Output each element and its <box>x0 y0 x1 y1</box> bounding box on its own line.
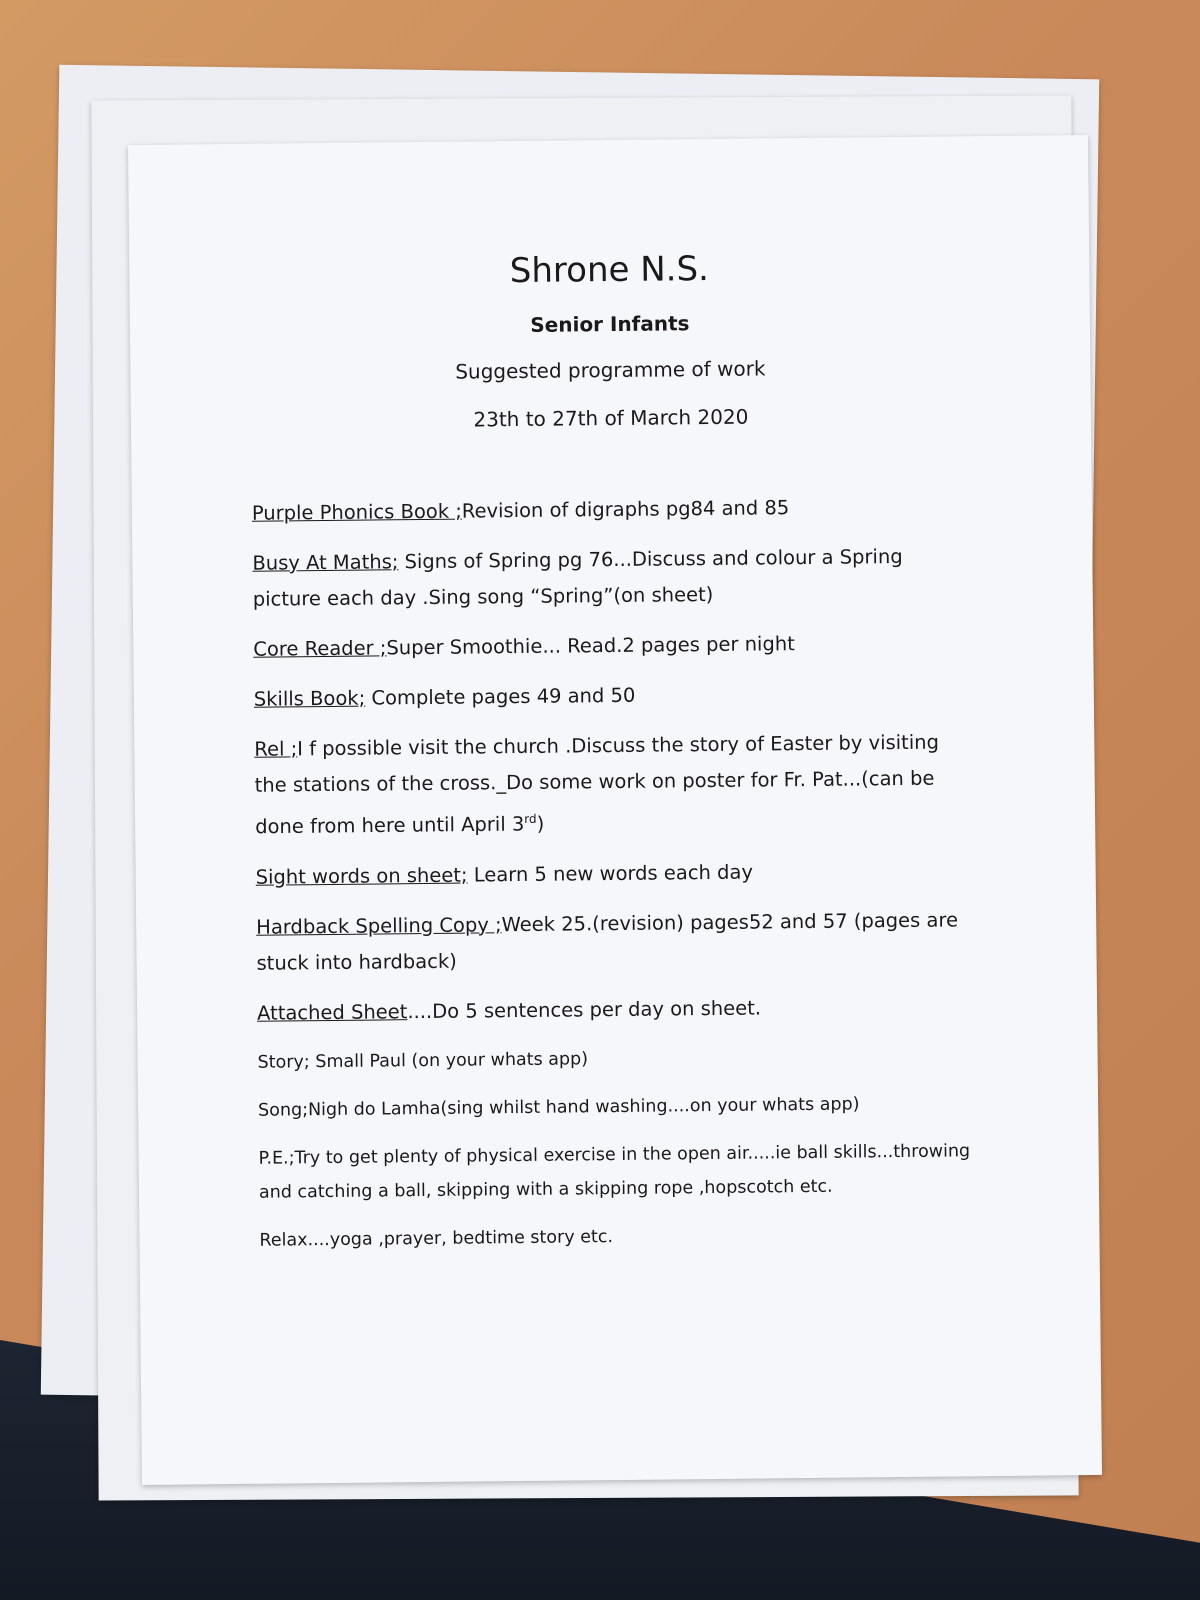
work-item-maths <box>252 538 973 618</box>
note-story: Story; Small Paul (on your whats app) <box>257 1048 589 1073</box>
work-item-label: Core Reader ; <box>253 636 387 661</box>
work-item-label: Rel ; <box>254 737 298 761</box>
work-item-text: ....Do 5 sentences per day on sheet. <box>407 995 762 1023</box>
work-item-sight-words <box>255 852 975 896</box>
work-item-label: Attached Sheet <box>256 999 408 1025</box>
work-item-phonics <box>252 488 972 532</box>
work-item-label: Skills Book; <box>253 686 366 711</box>
document-body <box>249 246 980 1271</box>
work-item-text: Week 25.(revision) pages52 and 57 (pages are stuck into hardback) <box>256 907 959 975</box>
work-item-label: Busy At Maths; <box>252 550 399 575</box>
work-item-text: Super Smoothie... Read.2 pages per night <box>386 632 795 660</box>
work-item-spelling <box>256 902 977 982</box>
date-range: 23th to 27th of March 2020 <box>473 404 749 432</box>
work-item-religion <box>254 724 975 845</box>
work-item-attached-sheet <box>257 988 977 1032</box>
class-name: Senior Infants <box>530 311 690 337</box>
work-item-text: I f possible visit the church .Discuss the story of Easter by visiting the stations of the cross._Do some work on poster for Fr. Pat...(can be done from here until April 3 <box>254 730 940 839</box>
work-item-text: Signs of Spring pg 76...Discuss and colour a Spring picture each day .Sing song “Spring”(on sheet) <box>252 544 903 611</box>
work-item-text-end: ) <box>536 812 545 836</box>
work-item-text: Learn 5 new words each day <box>467 860 754 887</box>
note-song: Song;Nigh do Lamha(sing whilst hand washing....on your whats app) <box>258 1093 860 1121</box>
work-item-label: Hardback Spelling Copy ; <box>256 912 502 939</box>
note-relax: Relax....yoga ,prayer, bedtime story etc. <box>259 1226 614 1251</box>
work-list <box>252 488 980 1257</box>
school-title: Shrone N.S. <box>509 248 710 292</box>
work-item-skills-book <box>254 674 974 718</box>
work-item-superscript: rd <box>524 811 537 826</box>
work-item-label: Purple Phonics Book ; <box>251 499 462 525</box>
paper-front-sheet <box>128 135 1102 1485</box>
work-item-text: Revision of digraphs pg84 and 85 <box>461 496 790 523</box>
note-pe: P.E.;Try to get plenty of physical exercise in the open air.....ie ball skills...throwing and catching a ball, skipping with a skipping rope ,hopscotch etc. <box>258 1140 971 1203</box>
work-item-label: Sight words on sheet; <box>255 863 468 889</box>
programme-heading: Suggested programme of work <box>455 356 766 384</box>
work-item-core-reader <box>253 624 973 668</box>
work-item-text: Complete pages 49 and 50 <box>365 683 636 710</box>
